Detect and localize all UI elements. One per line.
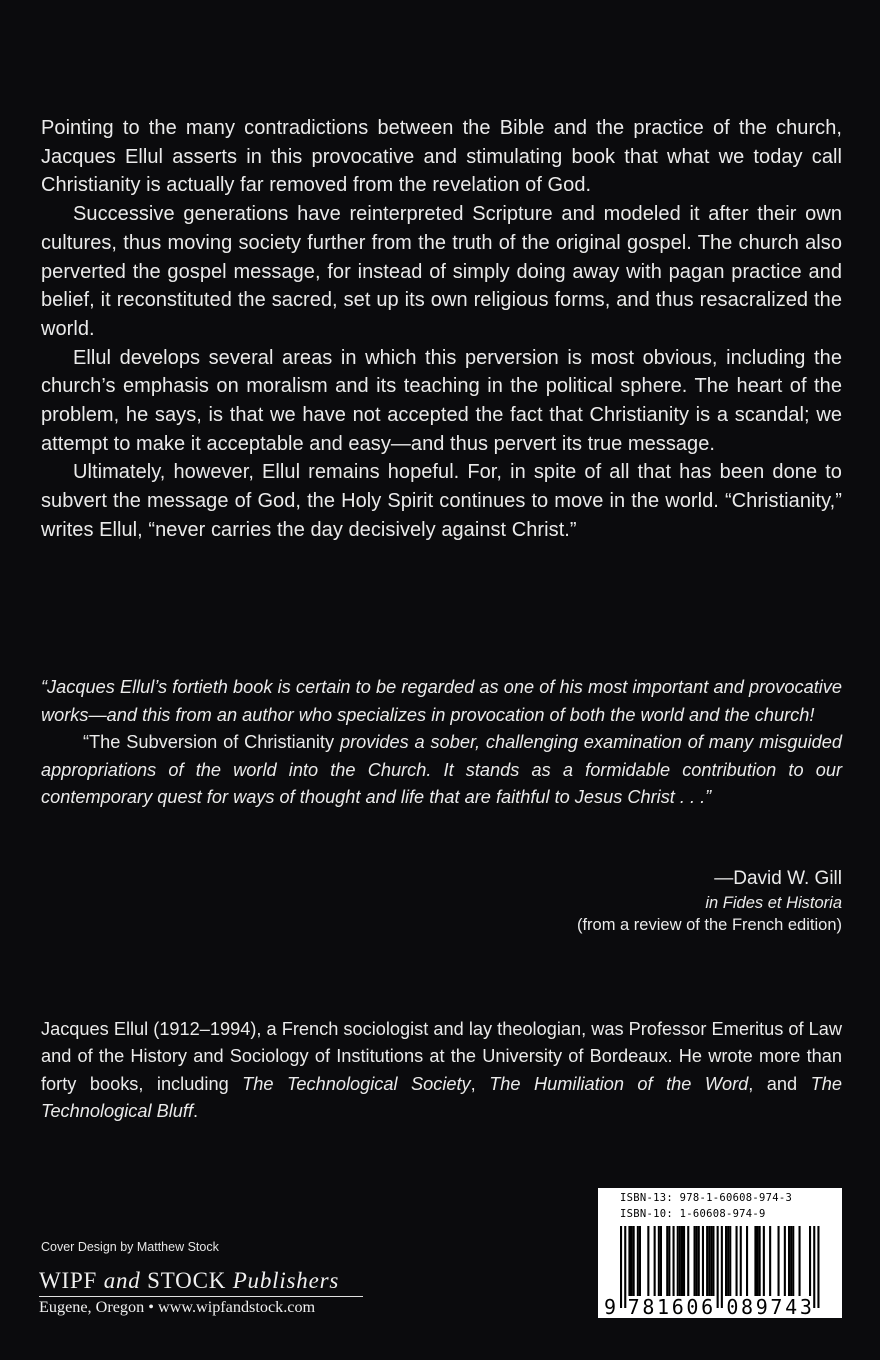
barcode-bar [673, 1226, 675, 1296]
barcode-digit: 1 [657, 1295, 670, 1318]
review-note: (from a review of the French edition) [576, 916, 842, 934]
description-paragraph: Ellul develops several areas in which this perversion is most obvious, including the church’s emphasis on moralism and its teaching in the political sphere. The heart of the problem, he says, is that we have not accepted the fact that Christianity is a scandal; we attempt to make it acceptable and easy—and thus pervert its true message. [41, 346, 842, 455]
barcode-bar [809, 1226, 811, 1296]
review-quote [41, 674, 842, 812]
barcode-bar [631, 1226, 633, 1296]
barcode-bar [706, 1226, 708, 1296]
barcode-bar [817, 1226, 819, 1308]
isbn-13: ISBN-13: 978-1-60608-974-3 [620, 1192, 793, 1204]
review-paragraph: “Jacques Ellul’s fortieth book is certain to be regarded as one of his most important and provocative works—and this from an author who specializes in provocation of both the world and the church! [41, 677, 842, 725]
barcode-bar [698, 1226, 700, 1296]
barcode-bar [687, 1226, 689, 1296]
barcode-bar [778, 1226, 780, 1296]
barcode-bar [694, 1226, 696, 1296]
barcode-bar [633, 1226, 635, 1296]
description-paragraph: Ultimately, however, Ellul remains hopeful. For, in spite of all that has been done to subvert the message of God, the Holy Spirit continues to move in the world. “Christianity,” writes Ellul, “never carries the day decisively against Christ.” [41, 461, 842, 541]
barcode-digit: 0 [686, 1295, 699, 1318]
barcode-digit: 4 [785, 1295, 798, 1318]
barcode-bars [598, 1224, 842, 1318]
bio-text: , and [748, 1073, 811, 1094]
bio-text: Jacques Ellul (1912–1994), a French sociologist and lay theologian, was Professor Emeritus of Law and of the History and Sociology of Institutions at the University of Bordeaux. He wrote more than forty books, including [41, 1019, 842, 1094]
publisher-name-part: and [103, 1268, 141, 1293]
barcode-bar [620, 1226, 622, 1308]
barcode-digit: 8 [741, 1295, 754, 1318]
barcode-digit: 9 [603, 1295, 617, 1318]
barcode-bar [727, 1226, 729, 1296]
review-attribution [577, 866, 842, 936]
barcode-bar [639, 1226, 641, 1296]
barcode-bar [624, 1226, 626, 1308]
publisher-name-part: WIPF [39, 1268, 104, 1293]
barcode-bar [681, 1226, 683, 1296]
isbn-barcode [598, 1188, 842, 1318]
barcode-bar [725, 1226, 727, 1296]
author-bio-text [41, 1016, 842, 1125]
publisher-name-part: Publishers [232, 1268, 340, 1293]
review-paragraph [41, 729, 842, 812]
bio-book-title: The Technological Bluff [41, 1073, 842, 1121]
publisher-location: Eugene, Oregon • www.wipfandstock.com [39, 1298, 316, 1316]
barcode-bar [637, 1226, 639, 1296]
barcode-bar [702, 1226, 704, 1296]
barcode-digit: 8 [642, 1295, 655, 1318]
barcode-bar [792, 1226, 794, 1296]
review-book-title: “The Subversion of Christianity [83, 732, 335, 752]
barcode-bar [677, 1226, 679, 1296]
description [41, 114, 842, 545]
barcode-bar [769, 1226, 771, 1296]
barcode-bar [784, 1226, 786, 1296]
barcode-bar [710, 1226, 712, 1296]
author-bio [41, 1016, 842, 1125]
bio-text: . [193, 1100, 199, 1121]
barcode-bar [647, 1226, 649, 1296]
barcode-bar [666, 1226, 668, 1296]
bio-book-title: The Technological Society [242, 1073, 471, 1094]
barcode-bar [754, 1226, 756, 1296]
cover-credit: Cover Design by Matthew Stock [41, 1240, 219, 1254]
barcode-bar [757, 1226, 759, 1296]
bio-book-title: The Humiliation of the Word [489, 1073, 749, 1094]
barcode-bar [759, 1226, 761, 1296]
isbn-10: ISBN-10: 1-60608-974-9 [620, 1208, 766, 1220]
barcode-bar [628, 1226, 630, 1296]
review-source: in Fides et Historia [705, 894, 842, 912]
barcode-bar [813, 1226, 815, 1308]
barcode-bar [740, 1226, 742, 1296]
barcode-bar [712, 1226, 714, 1296]
description-paragraph: Successive generations have reinterpreted Scripture and modeled it after their own cultures, thus moving society further from the truth of the original gospel. The church also perverted the gospel message, for instead of simply doing away with pagan practice and belief, it reconstituted the sacred, set up its own religious forms, and thus resacralized the world. [41, 203, 842, 340]
bio-text: , [470, 1073, 490, 1094]
barcode-bar [736, 1226, 738, 1296]
barcode-bar [683, 1226, 685, 1296]
barcode-bar [746, 1226, 748, 1296]
barcode-bar [679, 1226, 681, 1296]
description-paragraph: Pointing to the many contradictions between the Bible and the practice of the church, Jacques Ellul asserts in this provocative and stimulating book that what we today call Christianity is actually far removed from the revelation of God. [41, 117, 842, 197]
barcode-bar [660, 1226, 662, 1296]
barcode-bar [790, 1226, 792, 1296]
barcode-bar [708, 1226, 710, 1296]
barcode-bar [717, 1226, 719, 1308]
barcode-bar [721, 1226, 723, 1308]
barcode-bar [696, 1226, 698, 1296]
barcode-bar [729, 1226, 731, 1296]
barcode-bar [668, 1226, 670, 1296]
barcode-bar [763, 1226, 765, 1296]
review-author: —David W. Gill [714, 868, 842, 889]
barcode-digit: 0 [726, 1295, 739, 1318]
barcode-digit: 3 [799, 1295, 812, 1318]
publisher-name-part: STOCK [140, 1268, 233, 1293]
barcode-bar [654, 1226, 656, 1296]
review-text: provides a sober, challenging examination of many misguided appropriations of the world into the Church. It stands as a formidable contribution to our contemporary quest for ways of thought and life that are faithful to Jesus Christ . . .” [41, 732, 842, 807]
barcode-digit: 7 [770, 1295, 783, 1318]
barcode-bar [799, 1226, 801, 1296]
barcode-bar [788, 1226, 790, 1296]
barcode-digit: 7 [627, 1295, 640, 1318]
barcode-digit: 9 [755, 1295, 768, 1318]
barcode-digit: 6 [701, 1295, 714, 1318]
barcode-digit: 6 [671, 1295, 684, 1318]
publisher-name [39, 1268, 363, 1297]
barcode-bar [658, 1226, 660, 1296]
